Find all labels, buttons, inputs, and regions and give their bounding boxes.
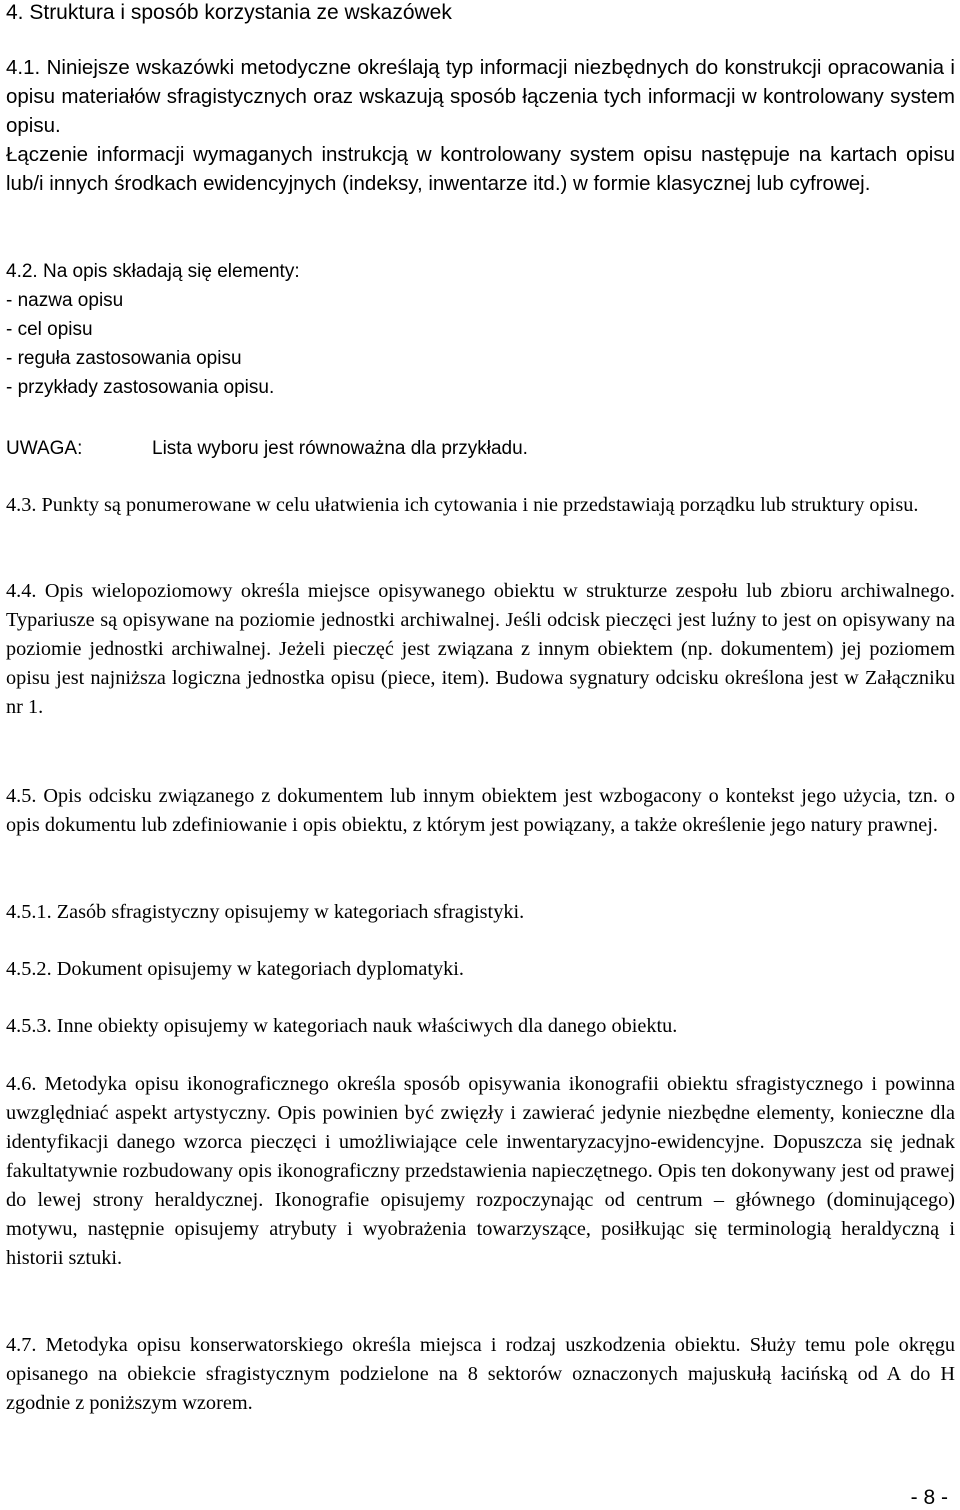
paragraph-4-5-1: 4.5.1. Zasób sfragistyczny opisujemy w kategoriach sfragistyki. — [6, 901, 525, 923]
paragraph-4-2 — [6, 257, 955, 402]
paragraph-4-5: 4.5. Opis odcisku związanego z dokumentem lub innym obiektem jest wzbogacony o kontekst jego użycia, tzn. o opis dokumentu lub zdefiniowanie i opis obiektu, z którym jest powiązany, a także określenie jego natury prawnej. — [6, 785, 955, 836]
note — [6, 434, 955, 463]
note-label: UWAGA: — [6, 438, 83, 459]
list-item: - nazwa opisu — [6, 290, 124, 311]
note-text: Lista wyboru jest równoważna dla przykładu. — [152, 438, 528, 459]
list-item: - przykłady zastosowania opisu. — [6, 377, 275, 398]
paragraph-4-1 — [6, 53, 955, 198]
paragraph-4-6: 4.6. Metodyka opisu ikonograficznego określa sposób opisywania ikonografii obiektu sfragistycznego i powinna uwzględniać aspekt artystyczny. Opis powinien być zwięzły i zawierać jedynie niezbędne elementy, konieczne dla identyfikacji danego wzorca pieczęci i umożliwiające cele inwentaryzacyjno-ewidencyjne. Dopuszcza się jednak fakultatywnie rozbudowany opis ikonograficzny przedstawienia napieczętnego. Opis ten dokonywany jest od prawej do lewej strony heraldycznej. Ikonografie opisujemy rozpoczynając od centrum – głównego (dominującego) motywu, następnie opisujemy atrybuty i wyobrażenia towarzyszące, posiłkując się terminologią heraldyczną i historii sztuki. — [6, 1073, 955, 1269]
paragraph-4-7: 4.7. Metodyka opisu konserwatorskiego określa miejsca i rodzaj uszkodzenia obiektu. Służy temu pole okręgu opisanego na obiekcie sfragistycznym podzielone na 8 sektorów oznaczonych majuskułą łacińską od A do H zgodnie z poniższym wzorem. — [6, 1334, 955, 1414]
paragraph-4-1-continuation: Łączenie informacji wymaganych instrukcją w kontrolowany system opisu następuje na kartach opisu lub/i innych środkach ewidencyjnych (indeksy, inwentarze itd.) w formie klasycznej lub cyfrowej. — [6, 143, 955, 195]
list-item: - reguła zastosowania opisu — [6, 348, 242, 369]
paragraph-4-5-3: 4.5.3. Inne obiekty opisujemy w kategoriach nauk właściwych dla danego obiektu. — [6, 1015, 678, 1037]
paragraph-4-4: 4.4. Opis wielopoziomowy określa miejsce opisywanego obiektu w strukturze zespołu lub zbioru archiwalnego. Typariusze są opisywane na poziomie jednostki archiwalnej. Jeśli odcisk pieczęci jest luźny to jest on opisywany na poziomie jednostki archiwalnej. Jeżeli pieczęć jest związana z innym obiektem (np. dokumentem) jej poziomem opisu jest najniższa logiczna jednostka opisu (piece, item). Budowa sygnatury odcisku określona jest w Załączniku nr 1. — [6, 580, 955, 718]
paragraph-4-3: 4.3. Punkty są ponumerowane w celu ułatwienia ich cytowania i nie przedstawiają porządku lub struktury opisu. — [6, 494, 919, 516]
list-item: - cel opisu — [6, 319, 93, 340]
section-heading: 4. Struktura i sposób korzystania ze wskazówek — [6, 1, 452, 24]
page-number: - 8 - — [910, 1486, 948, 1509]
paragraph-4-5-2: 4.5.2. Dokument opisujemy w kategoriach dyplomatyki. — [6, 958, 464, 980]
paragraph-4-1-text: 4.1. Niniejsze wskazówki metodyczne określają typ informacji niezbędnych do konstrukcji opracowania i opisu materiałów sfragistycznych oraz wskazują sposób łączenia tych informacji w kontrolowany system opisu. — [6, 56, 955, 137]
paragraph-4-2-intro: 4.2. Na opis składają się elementy: — [6, 261, 300, 282]
